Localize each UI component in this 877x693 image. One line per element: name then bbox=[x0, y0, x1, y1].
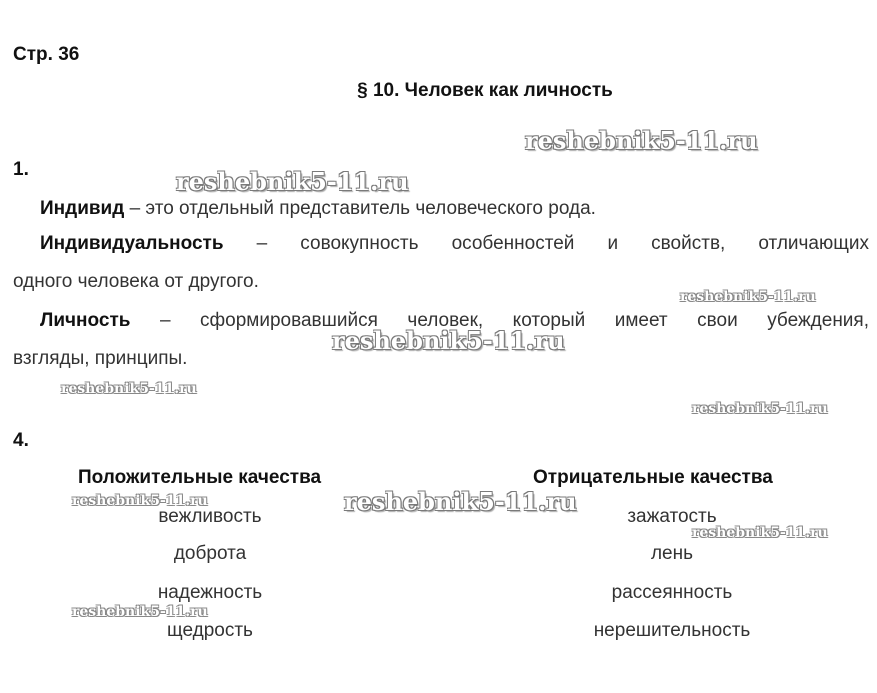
watermark: reshebnik5-11.ru bbox=[61, 381, 197, 397]
watermark: reshebnik5-11.ru bbox=[176, 167, 409, 196]
watermark: reshebnik5-11.ru bbox=[680, 289, 816, 305]
watermark: reshebnik5-11.ru bbox=[72, 493, 208, 509]
positive-quality-item: вежливость bbox=[158, 506, 262, 527]
watermark: reshebnik5-11.ru bbox=[692, 525, 828, 541]
negative-quality-item: нерешительность bbox=[593, 620, 751, 641]
positive-quality-item: щедрость bbox=[167, 620, 253, 641]
definition-text: – сформировавшийся человек, который имеет свои убеждения, bbox=[130, 310, 869, 331]
term: Индивидуальность bbox=[40, 233, 224, 254]
positive-quality-item: доброта bbox=[173, 543, 247, 564]
watermark: reshebnik5-11.ru bbox=[72, 604, 208, 620]
task-number-4: 4. bbox=[13, 430, 29, 451]
section-title: § 10. Человек как личность bbox=[357, 80, 613, 101]
positive-quality-item: надежность bbox=[157, 582, 263, 603]
negative-quality-item: рассеянность bbox=[611, 582, 733, 603]
positive-qualities-header: Положительные качества bbox=[78, 467, 322, 488]
definition-text: – это отдельный представитель человеческого рода. bbox=[124, 198, 596, 219]
negative-qualities-header: Отрицательные качества bbox=[533, 467, 773, 488]
definition-text-cont: одного человека от другого. bbox=[13, 271, 259, 292]
watermark: reshebnik5-11.ru bbox=[344, 487, 577, 516]
watermark: reshebnik5-11.ru bbox=[692, 401, 828, 417]
definition-individual bbox=[13, 190, 869, 228]
watermark: reshebnik5-11.ru bbox=[332, 326, 565, 355]
negative-quality-item: лень bbox=[650, 543, 694, 564]
page-number: Стр. 36 bbox=[13, 44, 80, 65]
task-number-1: 1. bbox=[13, 159, 29, 180]
term: Личность bbox=[40, 310, 131, 331]
definition-text-cont: взгляды, принципы. bbox=[13, 348, 188, 369]
definition-text: – совокупность особенностей и свойств, отличающих bbox=[223, 233, 869, 254]
term: Индивид bbox=[40, 198, 125, 219]
watermark: reshebnik5-11.ru bbox=[525, 126, 758, 155]
negative-quality-item: зажатость bbox=[627, 506, 717, 527]
